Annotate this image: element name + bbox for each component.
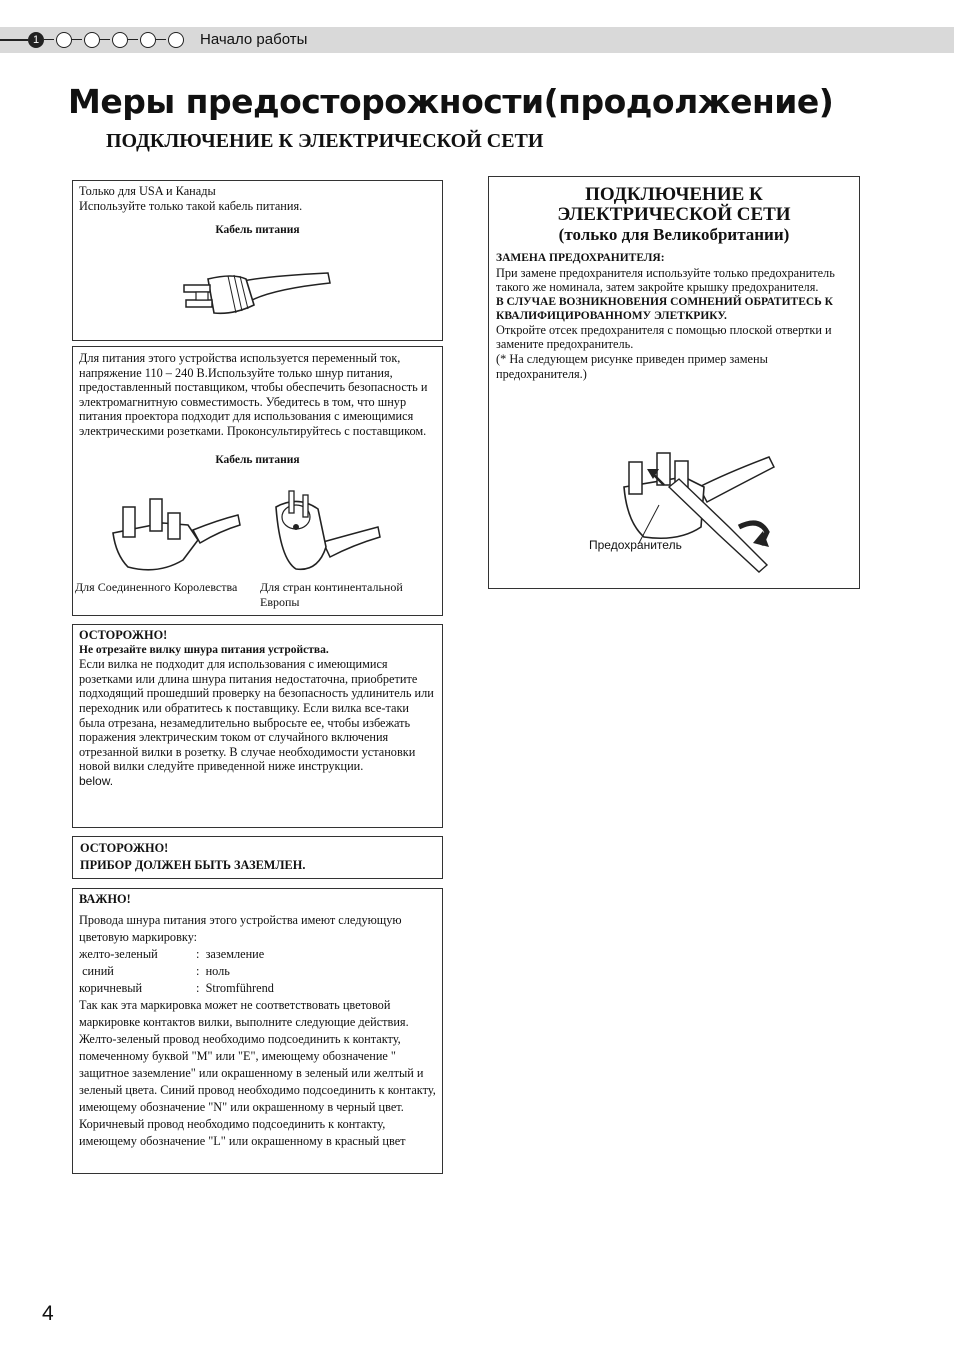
important-intro: Провода шнура питания этого устройства имеют следующую цветовую маркировку: — [79, 913, 402, 944]
caution-trailing: below. — [79, 773, 114, 788]
section-label: Начало работы — [200, 31, 308, 48]
usa-line1: Только для USA и Канады — [79, 184, 216, 198]
section-subtitle: ПОДКЛЮЧЕНИЕ К ЭЛЕКТРИЧЕСКОЙ СЕТИ — [106, 130, 544, 152]
important-box — [72, 888, 443, 1174]
page-number: 4 — [42, 1302, 54, 1325]
important-text: Так как эта маркировка может не соответствовать цветовой маркировке контактов вилки, выполните следующие действия. Желто-зеленый провод необходимо подсоединить к контакту, помеченному буквой "M" или "E", имеющему обозначение " защитное заземление" или окрашенному в зеленый или желтый и зеленый цвета. Синий провод необходимо подсоединить к контакту, имеющему обозначение "N" или окрашенному в черный цвет. Коричневый провод необходимо подсоединить к контакту, имеющему обозначение "L" или окрашенному в красный цвет — [79, 998, 436, 1148]
usa-canada-box — [72, 180, 443, 341]
step-indicator — [140, 32, 156, 48]
uk-connection-box — [488, 176, 860, 589]
caution-heading: ОСТОРОЖНО! — [79, 628, 168, 642]
wire-color-row: синий : ноль — [79, 964, 230, 978]
step-indicator — [56, 32, 72, 48]
uk-plug-icon — [108, 495, 248, 585]
caution-box — [72, 624, 443, 828]
caution-subheading: Не отрезайте вилку шнура питания устройства. — [79, 643, 329, 656]
step-indicator-active: 1 — [28, 32, 44, 48]
fuse-replacement-illustration — [589, 447, 789, 587]
eu-plug-icon — [268, 487, 388, 587]
step-indicator — [112, 32, 128, 48]
open-text: Откройте отсек предохранителя с помощью плоской отвертки и замените предохранитель. — [496, 322, 832, 352]
fuse-heading: ЗАМЕНА ПРЕДОХРАНИТЕЛЯ: — [496, 252, 665, 264]
power-text: Для питания этого устройства используется переменный ток, напряжение 110 – 240 В.Используйте только шнур питания, предоставленный поставщиком, чтобы обеспечить безопасность и электромагнитную совместимость. Убедитесь в том, что шнур питания проектора подходит для использования с имеющимися электрическими розетками. Проконсультируйтесь с поставщиком. — [79, 351, 428, 438]
wire-color-row: коричневый : Stromführend — [79, 981, 274, 995]
cable-label: Кабель питания — [215, 224, 300, 237]
page-title: Меры предосторожности(продолжение) — [68, 82, 834, 121]
grounding-heading: ОСТОРОЖНО! — [80, 841, 169, 855]
uk-title-line2: ЭЛЕКТРИЧЕСКОЙ СЕТИ — [557, 204, 791, 225]
caution-text: Если вилка не подходит для использования с имеющимися розетками или длина шнура питания недостаточна, приобретите подходящий прошедший проверку на безопасность удлинитель или переходник или обратитесь к поставщику. Если вилка все-таки была отрезана, незамедлительно выбросьте ее, чтобы избежать поражения электрическим током от случайного включения отрезанной вилки в розетку. В случае необходимости установки новой вилки следуйте приведенной ниже инструкции. — [79, 657, 434, 774]
note-text: (* На следующем рисунке приведен пример замены предохранителя.) — [496, 351, 768, 381]
grounding-text: ПРИБОР ДОЛЖЕН БЫТЬ ЗАЗЕМЛЕН. — [80, 858, 306, 872]
wire-color-row: желто-зеленый : заземление — [79, 947, 265, 961]
header-line — [0, 39, 28, 41]
grounding-box — [72, 836, 443, 879]
fuse-label: Предохранитель — [589, 538, 682, 552]
uk-title-line1: ПОДКЛЮЧЕНИЕ К — [585, 184, 763, 205]
fuse-text: При замене предохранителя используйте только предохранитель такого же номинала, затем закройте крышку предохранителя. — [496, 265, 835, 295]
important-heading: ВАЖНО! — [79, 892, 131, 906]
us-plug-icon — [178, 261, 338, 331]
eu-caption: Для стран континентальной Европы — [260, 580, 403, 609]
step-indicator — [84, 32, 100, 48]
power-supply-box — [72, 346, 443, 616]
uk-caption: Для Соединенного Королевства — [75, 580, 238, 594]
doubt-heading: В СЛУЧАЕ ВОЗНИКНОВЕНИЯ СОМНЕНИЙ ОБРАТИТЕСЬ К КВАЛИФИЦИРОВАННОМУ ЭЛЕТКРИКУ. — [496, 295, 833, 322]
uk-title-line3: (только для Великобритании) — [558, 225, 790, 244]
cable-label: Кабель питания — [215, 453, 300, 466]
step-indicator — [168, 32, 184, 48]
usa-line2: Используйте только такой кабель питания. — [79, 198, 303, 213]
